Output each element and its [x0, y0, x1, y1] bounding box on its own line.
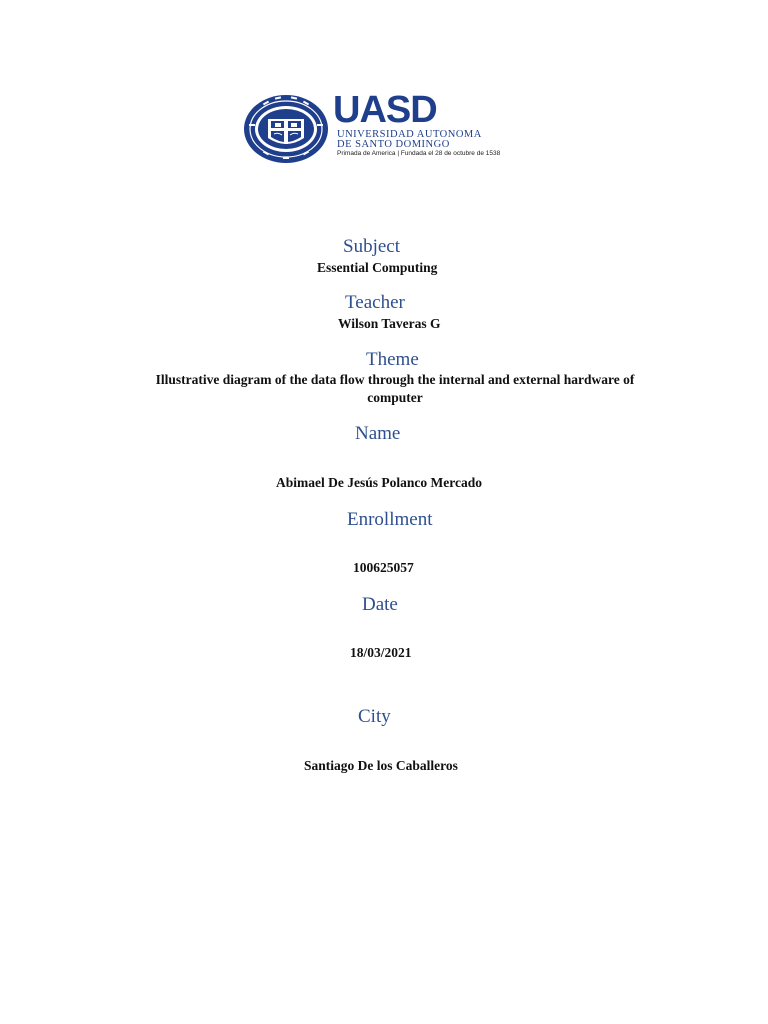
theme-value: Illustrative diagram of the data flow through the internal and external hardware of computer [155, 372, 635, 405]
city-heading: City [358, 706, 391, 727]
theme-heading: Theme [366, 349, 419, 370]
date-value: 18/03/2021 [350, 645, 412, 660]
university-seal-icon [243, 94, 329, 164]
teacher-heading: Teacher [345, 292, 405, 313]
brand-name: UASD [333, 89, 437, 131]
city-value: Santiago De los Caballeros [304, 758, 458, 773]
subject-value: Essential Computing [317, 260, 438, 275]
name-heading: Name [355, 423, 401, 444]
enrollment-value: 100625057 [353, 560, 414, 575]
subject-heading: Subject [343, 236, 400, 257]
brand-line-1: UNIVERSIDAD AUTONOMA [337, 129, 482, 140]
teacher-value: Wilson Taveras G [338, 316, 441, 331]
brand-line-2: DE SANTO DOMINGO [337, 139, 450, 150]
uasd-wordmark [333, 89, 543, 164]
uasd-logo [243, 89, 543, 166]
enrollment-heading: Enrollment [347, 509, 433, 530]
name-value: Abimael De Jesús Polanco Mercado [276, 475, 482, 490]
brand-tagline: Primada de America | Fundada el 28 de octubre de 1538 [337, 150, 501, 157]
date-heading: Date [362, 594, 398, 615]
